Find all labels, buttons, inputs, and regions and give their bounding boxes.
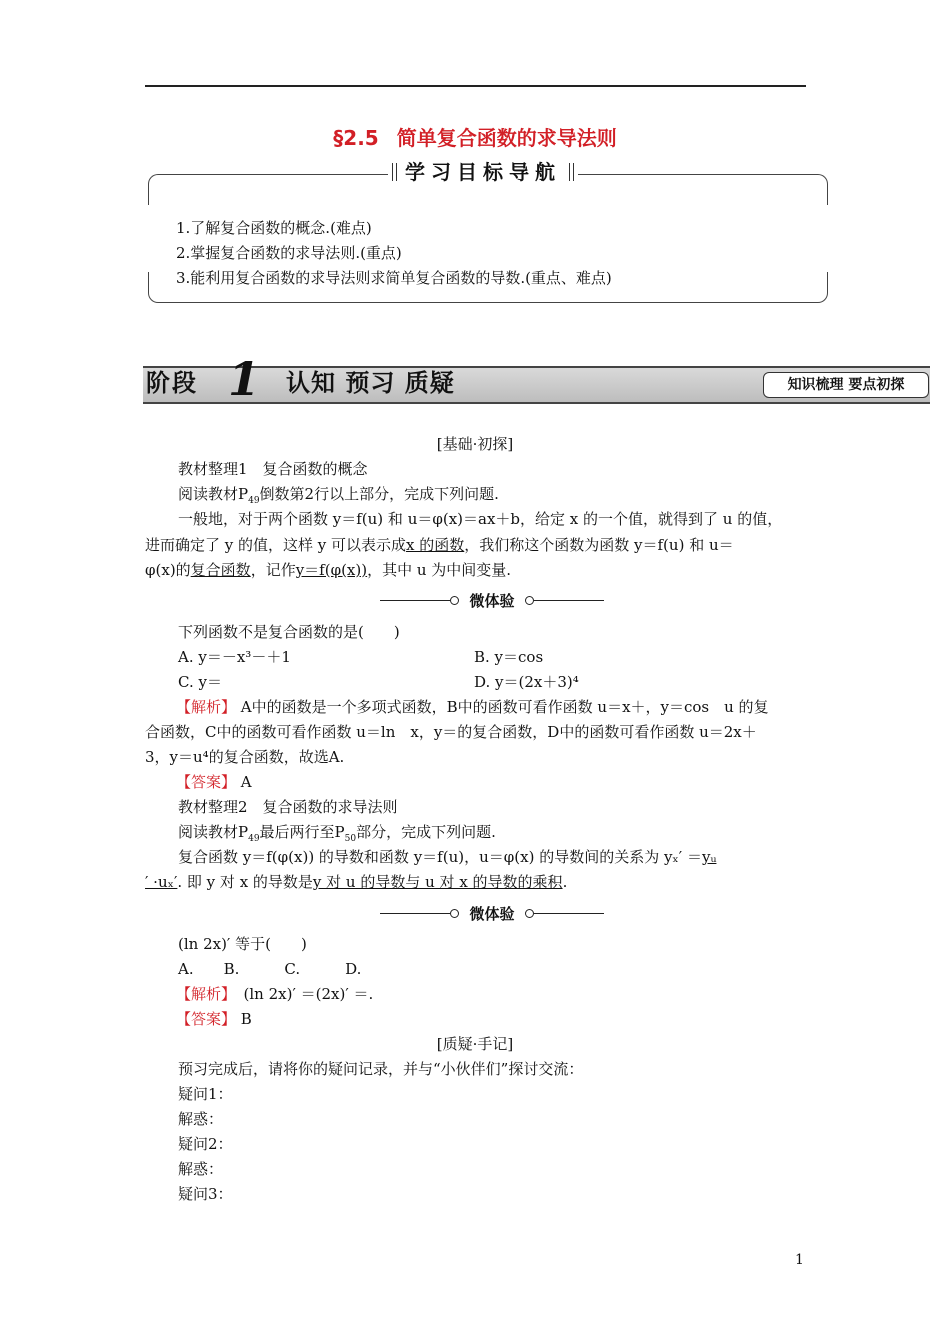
learning-goals [176,216,612,291]
blank-answer: ′ ·uₓ′ [145,873,178,891]
text: . 即 y 对 x 的导数是 [177,873,313,891]
sub: 49 [248,834,260,844]
notes-intro: 预习完成后，请将你的疑问记录，并与“小伙伴们”探讨交流： [178,1060,584,1078]
micro-exercise-divider [380,903,604,925]
rule [380,913,450,914]
blank-answer: y＝f(φ(x)) [295,561,368,579]
basics-tag: [基础·初探] [436,435,514,453]
q1-option-d: D. y＝(2x＋3)⁴ [474,673,579,691]
topic2-title: 教材整理2 复合函数的求导法则 [178,798,398,816]
section-number: §2.5 [333,126,379,150]
text: φ(x)的 [145,561,191,579]
text: 最后两行至P [259,823,345,841]
sub: 50 [344,834,357,844]
rule [534,913,604,914]
analysis-label: 【解析】 [176,698,237,716]
text: 阅读教材P [178,823,249,841]
analysis1-line1 [176,697,769,717]
notes-row: 解惑： [178,1160,224,1178]
analysis1-line2: 合函数，C中的函数可看作函数 u＝ln x，y＝的复合函数，D中的函数可看作函数 u＝2x＋ [145,723,757,741]
answer-text: A [236,773,252,791]
topic2-intro [178,822,496,849]
analysis-label: 【解析】 [176,985,229,1003]
q1-option-c: C. y＝ [178,673,222,691]
q1-option-a: A. y＝－x³－＋1 [178,648,291,666]
topic1-intro [178,484,499,511]
topic1-title: 教材整理1 复合函数的概念 [178,460,368,478]
notes-row: 疑问3： [178,1185,233,1203]
blank-answer: 复合函数 [190,561,251,579]
answer-label: 【答案】 [176,1010,237,1028]
question1: 下列函数不是复合函数的是( ) [178,623,400,641]
circle-icon [450,909,459,918]
para1-line1: 一般地，对于两个函数 y＝f(u) 和 u＝φ(x)＝ax＋b，给定 x 的一个值，就得到了 u 的值， [178,510,783,528]
rule [380,600,450,601]
text: . [562,873,568,891]
top-rule [145,85,806,87]
divider-label: 微体验 [469,905,515,923]
para1-line2 [145,535,734,555]
circle-icon [525,909,534,918]
intro-sub: 49 [248,496,260,506]
answer1 [176,772,252,792]
analysis1-line3: 3，y＝u⁴的复合函数，故选A. [145,748,345,766]
section-title-text: 简单复合函数的求导法则 [396,126,617,150]
para2-line2 [145,872,567,892]
blank-answer: y 对 u 的导数与 u 对 x 的导数的乘积 [312,873,563,891]
stage-badge: 知识梳理 要点初探 [763,372,929,398]
text: 部分，完成下列问题. [356,823,496,841]
stage-number: 1 [228,352,261,406]
text: ，其中 u 为中间变量. [367,561,512,579]
text: 进而确定了 y 的值，这样 y 可以表示成 [145,536,407,554]
text: ，记作 [250,561,296,579]
divider-label: 微体验 [469,592,515,610]
stage-label: 阶段 [146,369,198,397]
analysis2 [176,984,373,1004]
para2-line1 [178,847,716,867]
micro-exercise-divider [380,590,604,612]
section-title [0,122,950,151]
rule [534,600,604,601]
circle-icon [525,596,534,605]
circle-icon [450,596,459,605]
stage-title: 认知 预习 质疑 [286,369,455,397]
intro-rest: 倒数第2行以上部分，完成下列问题. [259,485,499,503]
goal-item: 2.掌握复合函数的求导法则.(重点) [176,244,402,262]
answer2 [176,1009,252,1029]
page-number: 1 [795,1252,804,1268]
text: 复合函数 y＝f(φ(x)) 的导数和函数 y＝f(u)，u＝φ(x) 的导数间的关系为 yₓ′ ＝ [178,848,702,866]
blank-answer: x 的函数 [406,536,465,554]
notes-row: 疑问1： [178,1085,233,1103]
intro-text: 阅读教材P [178,485,249,503]
notes-row: 疑问2： [178,1135,233,1153]
para1-line3 [145,560,511,580]
q2-options: A. B. C. D. [178,960,362,978]
text: (ln 2x)′ ＝(2x)′ ＝. [228,985,374,1003]
question2: (ln 2x)′ 等于( ) [178,935,307,953]
notes-tag: [质疑·手记] [436,1035,514,1053]
goal-item: 1.了解复合函数的概念.(难点) [176,219,372,237]
text: A中的函数是一个多项式函数，B中的函数可看作函数 u＝x＋，y＝cos u 的复 [236,698,769,716]
text: ，我们称这个函数为函数 y＝f(u) 和 u＝ [464,536,734,554]
goal-box-label: 学习目标导航 [388,157,578,187]
notes-row: 解惑： [178,1110,224,1128]
goal-item: 3.能利用复合函数的求导法则求简单复合函数的导数.(重点、难点) [176,269,612,287]
answer-text: B [236,1010,252,1028]
q1-option-b: B. y＝cos [474,648,544,666]
answer-label: 【答案】 [176,773,237,791]
blank-answer: yᵤ [701,848,717,866]
